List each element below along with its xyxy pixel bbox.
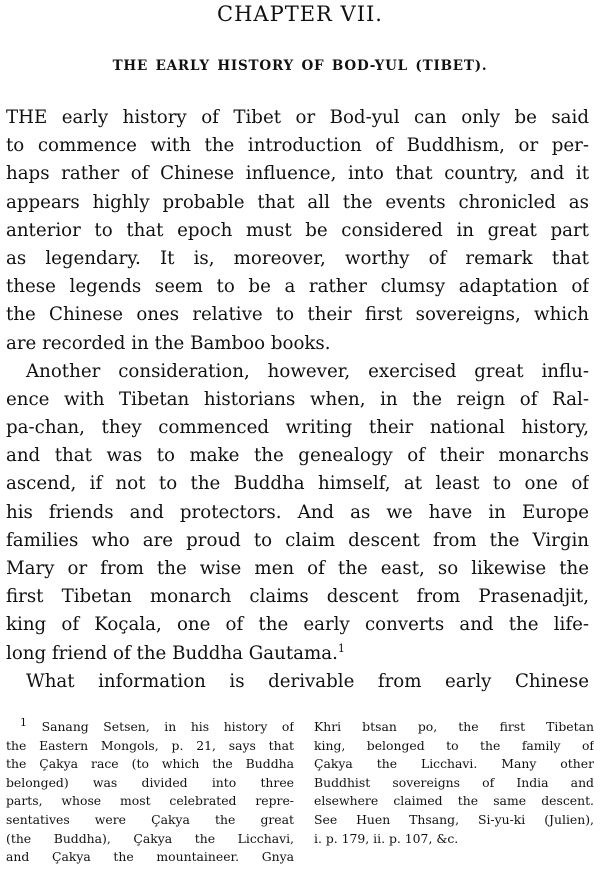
footnote-line: parts, whose most celebrated repre- [6,793,294,809]
paragraph-2-line: ascend, if not to the Buddha himself, at least to one of [6,473,589,495]
paragraph-1-line: are recorded in the Bamboo books. [6,332,331,354]
paragraph-1-line: appears highly probable that all the events chronicled as [6,191,589,213]
footnote-reference[interactable]: 1 [337,641,345,655]
footnote-line: the Çakya race (to which the Buddha [6,756,294,772]
footnote-line: See Huen Thsang, Si-yu-ki (Julien), [314,811,594,827]
paragraph-1-line: to commence with the introduction of Buddhism, or per- [6,135,589,157]
paragraph-3-line: What information is derivable from early Chinese [26,670,589,692]
footnote-line: Buddhist sovereigns of India and [314,774,594,790]
footnote-line: and Çakya the mountaineer. Gnya [6,849,294,865]
paragraph-1-line: haps rather of Chinese influence, into that country, and it [6,163,589,185]
paragraph-2-line: long friend of the Buddha Gautama. [6,642,338,664]
paragraph-1-line: THE early history of Tibet or Bod-yul can only be said [6,107,589,128]
main-text [6,104,589,696]
footnote-right-column [314,718,594,848]
footnote-first-line [6,718,294,737]
footnote-line: sentatives were Çakya the great [6,811,294,827]
paragraph-1-line: the Chinese ones relative to their first sovereigns, which [6,304,589,326]
footnote-left-column [6,718,294,867]
paragraph-2-last-line [6,640,589,668]
footnote-line: Çakya the Licchavi. Many other [314,756,594,772]
paragraph-2-line: first Tibetan monarch claims descent from Prasenadjit, [6,586,589,608]
paragraph-2-line: ence with Tibetan historians when, in the reign of Ral- [6,388,589,410]
paragraph-2-line: his friends and protectors. And as we have in Europe [6,501,589,523]
footnote-line: belonged) was divided into three [6,774,294,790]
paragraph-1-line: as legendary. It is, moreover, worthy of remark that [6,247,589,269]
paragraph-2-line: Another consideration, however, exercised great influ- [26,360,589,382]
paragraph-2-line: king of Koçala, one of the early converts and the life- [6,614,589,636]
paragraph-2-line: and that was to make the genealogy of their monarchs [6,445,589,467]
paragraph-1-line: anterior to that epoch must be considered in great part [6,219,589,241]
footnote-line: i. p. 179, ii. p. 107, &c. [314,830,459,846]
footnote-line: Khri btsan po, the first Tibetan [314,719,594,734]
paragraph-2-line: pa-chan, they commenced writing their national history, [6,417,589,439]
paragraph-2-line: families who are proud to claim descent from the Virgin [6,529,589,551]
footnote-line: Sanang Setsen, in his history of [41,719,294,734]
footnote-line: elsewhere claimed the same descent. [314,793,594,809]
chapter-heading: CHAPTER VII. [217,2,383,26]
footnote-marker: 1 [20,718,27,729]
section-title: THE EARLY HISTORY OF BOD-YUL (TIBET). [112,58,488,74]
paragraph-1-line: these legends seem to be a rather clumsy adaptation of [6,276,589,298]
footnote-line: (the Buddha), Çakya the Licchavi, [6,830,294,846]
footnote-line: the Eastern Mongols, p. 21, says that [6,737,294,753]
footnote-line: king, belonged to the family of [314,737,594,753]
paragraph-2-line: Mary or from the wise men of the east, so likewise the [6,558,589,579]
